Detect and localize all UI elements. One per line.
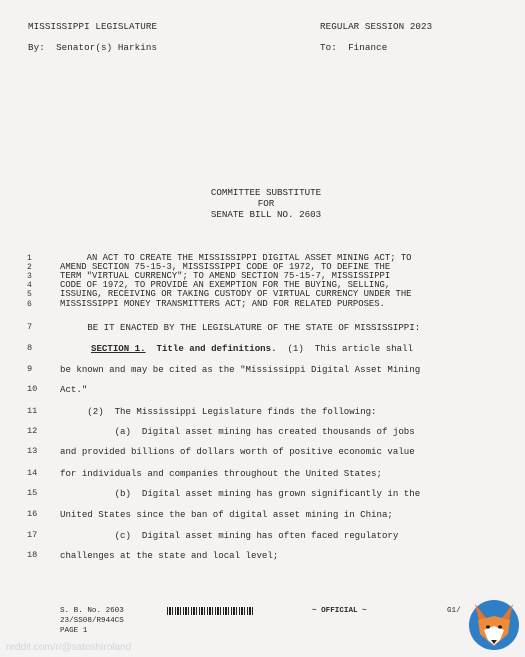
line-number: 1 xyxy=(27,254,32,263)
section-number: SECTION 1. xyxy=(91,343,146,354)
section-heading: Title and definitions. xyxy=(156,343,277,354)
line-number: 6 xyxy=(27,300,32,309)
bill-line: (b) Digital asset mining has grown significantly in the xyxy=(60,488,421,499)
line-number: 11 xyxy=(27,406,38,416)
bill-line: BE IT ENACTED BY THE LEGISLATURE OF THE STATE OF MISSISSIPPI: xyxy=(60,322,421,333)
bill-line: for individuals and companies throughout the United States; xyxy=(60,468,382,479)
bill-line: Act." xyxy=(60,384,88,395)
footer-code: 23/SS08/R944CS xyxy=(60,617,124,625)
footer-right-code: G1/ xyxy=(447,607,461,615)
barcode-icon xyxy=(167,607,255,615)
line-number: 17 xyxy=(27,530,38,540)
bill-line: challenges at the state and local level; xyxy=(60,550,279,561)
line-number: 3 xyxy=(27,272,32,281)
fox-logo-icon xyxy=(468,596,520,652)
line-number: 16 xyxy=(27,509,38,519)
bill-line: TERM "VIRTUAL CURRENCY"; TO AMEND SECTION 75-15-7, MISSISSIPPI xyxy=(60,271,391,281)
watermark-text: reddit.com/r/@satoshiroland xyxy=(6,642,132,653)
sponsor-label: By: Senator(s) Harkins xyxy=(28,42,158,53)
footer-page: PAGE 1 xyxy=(60,627,88,635)
title-line-1: COMMITTEE SUBSTITUTE xyxy=(210,187,322,198)
bill-line xyxy=(60,343,413,354)
line-number: 14 xyxy=(27,468,38,478)
line-number: 13 xyxy=(27,446,38,456)
section-text: (1) This article shall xyxy=(276,343,413,354)
line-number: 5 xyxy=(27,290,32,299)
bill-line: ISSUING, RECEIVING OR TAKING CUSTODY OF VIRTUAL CURRENCY UNDER THE xyxy=(60,289,412,299)
bill-line: United States since the ban of digital asset mining in China; xyxy=(60,509,393,520)
footer-bill-number: S. B. No. 2603 xyxy=(60,607,124,615)
line-number: 15 xyxy=(27,488,38,498)
bill-line: (2) The Mississippi Legislature finds the following: xyxy=(60,406,377,417)
session-label: REGULAR SESSION 2023 xyxy=(320,21,433,32)
bill-line: and provided billions of dollars worth of positive economic value xyxy=(60,446,415,457)
bill-line: be known and may be cited as the "Mississippi Digital Asset Mining xyxy=(60,364,421,375)
line-number: 10 xyxy=(27,384,38,394)
title-line-3: SENATE BILL NO. 2603 xyxy=(210,209,322,220)
line-number: 7 xyxy=(27,322,33,332)
line-number: 18 xyxy=(27,550,38,560)
official-label: ~ OFFICIAL ~ xyxy=(312,607,367,615)
bill-line: MISSISSIPPI MONEY TRANSMITTERS ACT; AND FOR RELATED PURPOSES. xyxy=(60,299,385,309)
line-number: 8 xyxy=(27,343,33,353)
bill-line: (c) Digital asset mining has often faced regulatory xyxy=(60,530,399,541)
line-number: 12 xyxy=(27,426,38,436)
bill-line: AMEND SECTION 75-15-3, MISSISSIPPI CODE OF 1972, TO DEFINE THE xyxy=(60,262,391,272)
bill-line: (a) Digital asset mining has created thousands of jobs xyxy=(60,426,415,437)
line-number: 2 xyxy=(27,263,32,272)
line-number: 4 xyxy=(27,281,32,290)
committee-label: To: Finance xyxy=(320,42,388,53)
title-line-2: FOR xyxy=(257,198,275,209)
bill-line: CODE OF 1972, TO PROVIDE AN EXEMPTION FOR THE BUYING, SELLING, xyxy=(60,280,391,290)
legislature-name: MISSISSIPPI LEGISLATURE xyxy=(28,21,158,32)
line-number: 9 xyxy=(27,364,33,374)
bill-line: AN ACT TO CREATE THE MISSISSIPPI DIGITAL ASSET MINING ACT; TO xyxy=(60,253,412,263)
